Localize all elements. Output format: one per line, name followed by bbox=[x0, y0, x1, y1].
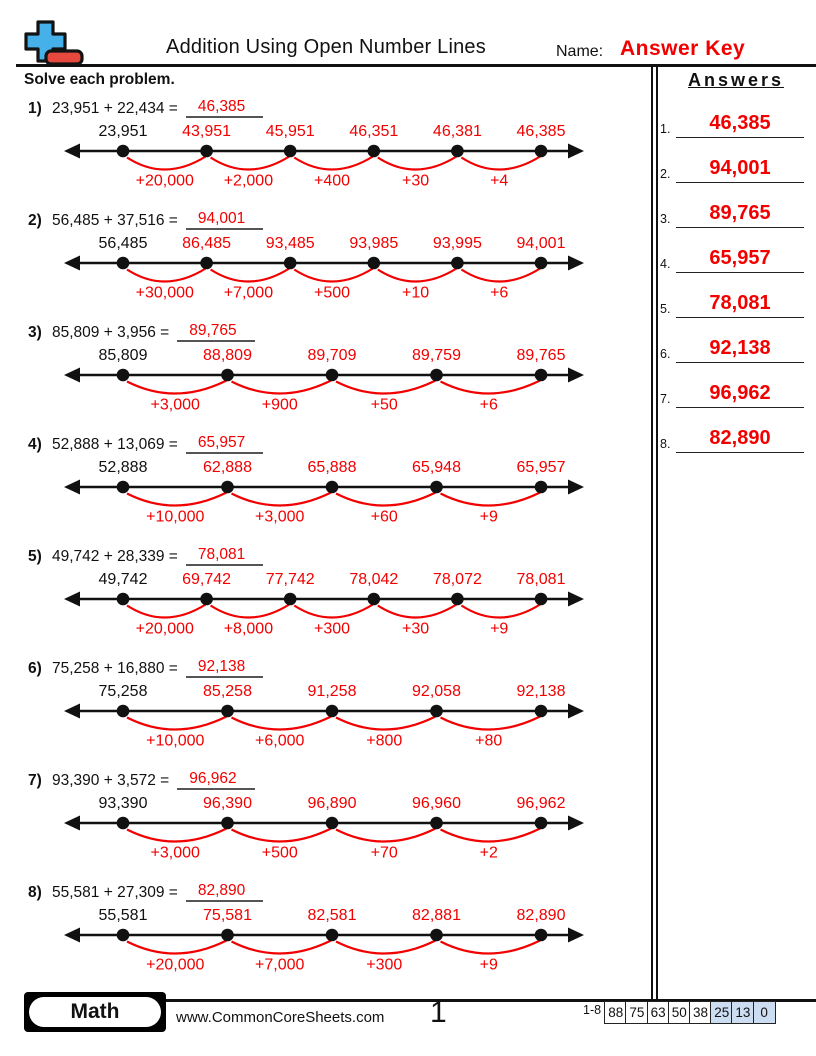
point-label: 86,485 bbox=[182, 235, 232, 252]
answer-value: 94,001 bbox=[676, 157, 804, 183]
jump-arc bbox=[232, 493, 332, 506]
numberline-point bbox=[221, 369, 234, 382]
numberline-point bbox=[430, 817, 443, 830]
problem-number: 2) bbox=[28, 212, 42, 229]
jump-label: +9 bbox=[479, 508, 498, 526]
problem-equation: 75,258 + 16,880 = bbox=[52, 660, 178, 677]
numberline-point bbox=[535, 705, 548, 718]
problem-equation: 93,390 + 3,572 = bbox=[52, 772, 170, 789]
problem-number: 1) bbox=[28, 100, 42, 117]
jump-label: +3,000 bbox=[255, 508, 305, 526]
answer-number: 5. bbox=[660, 302, 671, 316]
numberline-point bbox=[326, 817, 339, 830]
numberline-point bbox=[117, 705, 130, 718]
problem-answer: 89,765 bbox=[177, 323, 254, 342]
point-label: 78,081 bbox=[516, 571, 566, 588]
open-number-line bbox=[36, 120, 592, 190]
jump-label: +80 bbox=[475, 732, 503, 750]
jump-arc bbox=[441, 941, 541, 954]
jump-label: +2,000 bbox=[223, 172, 274, 190]
jump-label: +7,000 bbox=[255, 956, 305, 974]
jump-arc bbox=[461, 269, 540, 282]
jump-label: +20,000 bbox=[135, 620, 194, 638]
score-table bbox=[606, 1001, 776, 1024]
numberline-point bbox=[284, 593, 297, 606]
problem-equation: 49,742 + 28,339 = bbox=[52, 548, 178, 565]
point-label: 93,485 bbox=[265, 235, 315, 252]
answer-item-1 bbox=[660, 108, 804, 138]
score-cell: 38 bbox=[689, 1001, 712, 1024]
answer-value: 89,765 bbox=[676, 202, 804, 228]
score-cell: 50 bbox=[668, 1001, 691, 1024]
problem-statement bbox=[28, 658, 644, 678]
point-label: 78,042 bbox=[349, 571, 399, 588]
point-label: 85,258 bbox=[203, 683, 252, 700]
point-label: 78,072 bbox=[432, 571, 482, 588]
point-label: 77,742 bbox=[265, 571, 315, 588]
problem-answer: 65,957 bbox=[186, 435, 263, 454]
numberline-point bbox=[451, 145, 464, 158]
subject-label: Math bbox=[29, 997, 161, 1027]
problem-8 bbox=[28, 882, 644, 994]
jump-arc bbox=[127, 941, 227, 954]
point-label: 65,948 bbox=[412, 459, 461, 476]
jump-label: +9 bbox=[479, 956, 498, 974]
numberline-point bbox=[535, 145, 548, 158]
jump-label: +500 bbox=[313, 284, 351, 302]
jump-label: +60 bbox=[370, 508, 398, 526]
jump-arc bbox=[336, 829, 436, 842]
problem-statement bbox=[28, 210, 644, 230]
jump-label: +300 bbox=[366, 956, 403, 974]
numberline-point bbox=[535, 369, 548, 382]
jump-arc bbox=[232, 941, 332, 954]
point-label: 96,962 bbox=[516, 795, 566, 812]
numberline-point bbox=[200, 257, 213, 270]
jump-label: +70 bbox=[370, 844, 398, 862]
point-label: 88,809 bbox=[203, 347, 252, 364]
point-label: 85,809 bbox=[98, 347, 148, 364]
point-label: 69,742 bbox=[182, 571, 232, 588]
jump-arc bbox=[294, 269, 373, 282]
point-label: 89,765 bbox=[516, 347, 566, 364]
jump-arc bbox=[127, 829, 227, 842]
jump-arc bbox=[127, 269, 206, 282]
problem-equation: 23,951 + 22,434 = bbox=[52, 100, 178, 117]
score-range-label: 1-8 bbox=[583, 1003, 602, 1017]
point-label: 82,890 bbox=[516, 907, 566, 924]
answers-heading: Answers bbox=[687, 70, 785, 90]
numberline-point bbox=[284, 145, 297, 158]
point-label: 96,890 bbox=[307, 795, 357, 812]
jump-label: +20,000 bbox=[135, 172, 194, 190]
jump-arc bbox=[336, 493, 436, 506]
numberline-point bbox=[221, 481, 234, 494]
answers-separator-line-1 bbox=[651, 67, 653, 1001]
subject-badge bbox=[24, 992, 166, 1032]
answer-item-3 bbox=[660, 198, 804, 228]
instructions: Solve each problem. bbox=[24, 71, 175, 88]
problem-7 bbox=[28, 770, 644, 882]
point-label: 62,888 bbox=[203, 459, 252, 476]
answer-item-5 bbox=[660, 288, 804, 318]
jump-arc bbox=[294, 157, 373, 170]
score-cell: 0 bbox=[753, 1001, 776, 1024]
point-label: 96,390 bbox=[203, 795, 252, 812]
problem-number: 4) bbox=[28, 436, 42, 453]
jump-arc bbox=[127, 717, 227, 730]
numberline-point bbox=[117, 593, 130, 606]
jump-arc bbox=[378, 269, 457, 282]
jump-label: +10 bbox=[402, 284, 430, 302]
jump-label: +6 bbox=[479, 396, 498, 414]
point-label: 75,581 bbox=[203, 907, 252, 924]
score-cell: 13 bbox=[731, 1001, 754, 1024]
jump-arc bbox=[378, 157, 457, 170]
problem-3 bbox=[28, 322, 644, 434]
jump-label: +20,000 bbox=[146, 956, 205, 974]
problem-equation: 55,581 + 27,309 = bbox=[52, 884, 178, 901]
numberline-point bbox=[430, 481, 443, 494]
point-label: 91,258 bbox=[307, 683, 357, 700]
jump-arc bbox=[211, 269, 290, 282]
answer-number: 6. bbox=[660, 347, 671, 361]
open-number-line bbox=[36, 792, 592, 862]
answer-item-8 bbox=[660, 423, 804, 453]
problem-answer: 94,001 bbox=[186, 211, 263, 230]
point-label: 89,709 bbox=[307, 347, 357, 364]
jump-label: +50 bbox=[370, 396, 398, 414]
numberline-point bbox=[535, 257, 548, 270]
problem-1 bbox=[28, 98, 644, 210]
numberline-point bbox=[221, 705, 234, 718]
score-cell: 75 bbox=[625, 1001, 648, 1024]
open-number-line bbox=[36, 232, 592, 302]
point-label: 82,581 bbox=[307, 907, 357, 924]
jump-arc bbox=[336, 941, 436, 954]
answer-value: 92,138 bbox=[676, 337, 804, 363]
numberline-point bbox=[284, 257, 297, 270]
numberline-point bbox=[368, 257, 381, 270]
jump-label: +7,000 bbox=[223, 284, 274, 302]
problem-number: 7) bbox=[28, 772, 42, 789]
numberline-point bbox=[200, 593, 213, 606]
point-label: 93,390 bbox=[98, 795, 148, 812]
point-label: 46,351 bbox=[349, 123, 399, 140]
point-label: 65,957 bbox=[516, 459, 566, 476]
answer-item-2 bbox=[660, 153, 804, 183]
numberline-point bbox=[117, 817, 130, 830]
numberline-point bbox=[117, 481, 130, 494]
point-label: 92,138 bbox=[516, 683, 566, 700]
jump-label: +400 bbox=[313, 172, 351, 190]
numberline-point bbox=[200, 145, 213, 158]
jump-arc bbox=[127, 381, 227, 394]
jump-label: +500 bbox=[261, 844, 298, 862]
jump-arc bbox=[127, 157, 206, 170]
jump-label: +300 bbox=[313, 620, 351, 638]
problem-answer: 96,962 bbox=[177, 771, 254, 790]
jump-arc bbox=[336, 381, 436, 394]
point-label: 46,385 bbox=[516, 123, 566, 140]
score-cell: 88 bbox=[604, 1001, 627, 1024]
numberline-point bbox=[368, 145, 381, 158]
problem-answer: 92,138 bbox=[186, 659, 263, 678]
jump-arc bbox=[441, 493, 541, 506]
jump-label: +10,000 bbox=[146, 508, 205, 526]
answers-panel bbox=[662, 70, 810, 930]
point-label: 46,381 bbox=[432, 123, 482, 140]
answer-item-6 bbox=[660, 333, 804, 363]
answers-separator-line-2 bbox=[656, 67, 658, 1001]
point-label: 49,742 bbox=[98, 571, 148, 588]
numberline-point bbox=[326, 481, 339, 494]
problem-equation: 52,888 + 13,069 = bbox=[52, 436, 178, 453]
numberline-point bbox=[430, 929, 443, 942]
problem-number: 5) bbox=[28, 548, 42, 565]
numberline-point bbox=[535, 929, 548, 942]
score-cell: 63 bbox=[647, 1001, 670, 1024]
page-number: 1 bbox=[430, 996, 447, 1029]
answer-value: 82,890 bbox=[676, 427, 804, 453]
open-number-line bbox=[36, 904, 592, 974]
answer-number: 3. bbox=[660, 212, 671, 226]
point-label: 94,001 bbox=[516, 235, 566, 252]
jump-label: +8,000 bbox=[223, 620, 274, 638]
jump-arc bbox=[232, 717, 332, 730]
answer-item-4 bbox=[660, 243, 804, 273]
answer-value: 46,385 bbox=[676, 112, 804, 138]
numberline-point bbox=[535, 593, 548, 606]
numberline-point bbox=[326, 705, 339, 718]
point-label: 43,951 bbox=[182, 123, 232, 140]
problem-4 bbox=[28, 434, 644, 546]
jump-label: +6,000 bbox=[255, 732, 305, 750]
problem-answer: 78,081 bbox=[186, 547, 263, 566]
problem-6 bbox=[28, 658, 644, 770]
numberline-point bbox=[326, 929, 339, 942]
problem-number: 8) bbox=[28, 884, 42, 901]
problem-statement bbox=[28, 546, 644, 566]
answer-number: 1. bbox=[660, 122, 671, 136]
problem-5 bbox=[28, 546, 644, 658]
jump-arc bbox=[441, 381, 541, 394]
point-label: 89,759 bbox=[412, 347, 461, 364]
answer-value: 78,081 bbox=[676, 292, 804, 318]
problem-statement bbox=[28, 322, 644, 342]
numberline-point bbox=[221, 929, 234, 942]
problem-answer: 46,385 bbox=[186, 99, 263, 118]
jump-arc bbox=[441, 829, 541, 842]
point-label: 45,951 bbox=[265, 123, 315, 140]
numberline-point bbox=[430, 369, 443, 382]
problem-statement bbox=[28, 882, 644, 902]
jump-label: +2 bbox=[479, 844, 498, 862]
open-number-line bbox=[36, 568, 592, 638]
open-number-line bbox=[36, 680, 592, 750]
point-label: 93,985 bbox=[349, 235, 399, 252]
jump-arc bbox=[232, 829, 332, 842]
answer-number: 8. bbox=[660, 437, 671, 451]
answer-item-7 bbox=[660, 378, 804, 408]
jump-label: +800 bbox=[366, 732, 403, 750]
answer-number: 7. bbox=[660, 392, 671, 406]
numberline-point bbox=[535, 817, 548, 830]
jump-arc bbox=[127, 493, 227, 506]
jump-label: +30,000 bbox=[135, 284, 194, 302]
problem-statement bbox=[28, 770, 644, 790]
answer-number: 2. bbox=[660, 167, 671, 181]
jump-arc bbox=[378, 605, 457, 618]
numberline-point bbox=[117, 369, 130, 382]
jump-label: +9 bbox=[490, 620, 509, 638]
numberline-point bbox=[451, 257, 464, 270]
point-label: 52,888 bbox=[98, 459, 148, 476]
point-label: 92,058 bbox=[412, 683, 461, 700]
answer-value: 65,957 bbox=[676, 247, 804, 273]
point-label: 96,960 bbox=[412, 795, 461, 812]
jump-label: +30 bbox=[402, 172, 430, 190]
problem-answer: 82,890 bbox=[186, 883, 263, 902]
numberline-point bbox=[451, 593, 464, 606]
problem-equation: 56,485 + 37,516 = bbox=[52, 212, 178, 229]
problem-statement bbox=[28, 434, 644, 454]
jump-arc bbox=[294, 605, 373, 618]
page-title: Addition Using Open Number Lines bbox=[166, 36, 486, 58]
point-label: 75,258 bbox=[98, 683, 148, 700]
score-cell: 25 bbox=[710, 1001, 733, 1024]
point-label: 82,881 bbox=[412, 907, 461, 924]
plus-minus-logo-icon bbox=[16, 16, 88, 68]
jump-arc bbox=[461, 157, 540, 170]
numberline-point bbox=[117, 257, 130, 270]
jump-label: +6 bbox=[490, 284, 509, 302]
name-label: Name: bbox=[556, 43, 604, 60]
point-label: 65,888 bbox=[307, 459, 357, 476]
open-number-line bbox=[36, 344, 592, 414]
numberline-point bbox=[430, 705, 443, 718]
jump-arc bbox=[336, 717, 436, 730]
problem-2 bbox=[28, 210, 644, 322]
name-value-answer-key: Answer Key bbox=[620, 37, 746, 60]
numberline-point bbox=[368, 593, 381, 606]
jump-label: +10,000 bbox=[146, 732, 205, 750]
problem-number: 3) bbox=[28, 324, 42, 341]
jump-arc bbox=[461, 605, 540, 618]
numberline-point bbox=[117, 145, 130, 158]
point-label: 55,581 bbox=[98, 907, 148, 924]
numberline-point bbox=[221, 817, 234, 830]
jump-arc bbox=[127, 605, 206, 618]
header-divider bbox=[16, 64, 816, 67]
website-text: www.CommonCoreSheets.com bbox=[176, 1009, 385, 1026]
numberline-point bbox=[326, 369, 339, 382]
jump-arc bbox=[232, 381, 332, 394]
minus-icon bbox=[46, 51, 82, 64]
open-number-line bbox=[36, 456, 592, 526]
jump-label: +30 bbox=[402, 620, 430, 638]
jump-arc bbox=[441, 717, 541, 730]
problem-number: 6) bbox=[28, 660, 42, 677]
jump-arc bbox=[211, 157, 290, 170]
answer-number: 4. bbox=[660, 257, 671, 271]
point-label: 23,951 bbox=[98, 123, 148, 140]
numberline-point bbox=[535, 481, 548, 494]
jump-label: +4 bbox=[490, 172, 509, 190]
jump-label: +3,000 bbox=[150, 844, 200, 862]
problem-statement bbox=[28, 98, 644, 118]
jump-label: +3,000 bbox=[150, 396, 200, 414]
answer-value: 96,962 bbox=[676, 382, 804, 408]
point-label: 56,485 bbox=[98, 235, 148, 252]
problem-equation: 85,809 + 3,956 = bbox=[52, 324, 170, 341]
jump-label: +900 bbox=[261, 396, 298, 414]
numberline-point bbox=[117, 929, 130, 942]
jump-arc bbox=[211, 605, 290, 618]
point-label: 93,995 bbox=[432, 235, 482, 252]
